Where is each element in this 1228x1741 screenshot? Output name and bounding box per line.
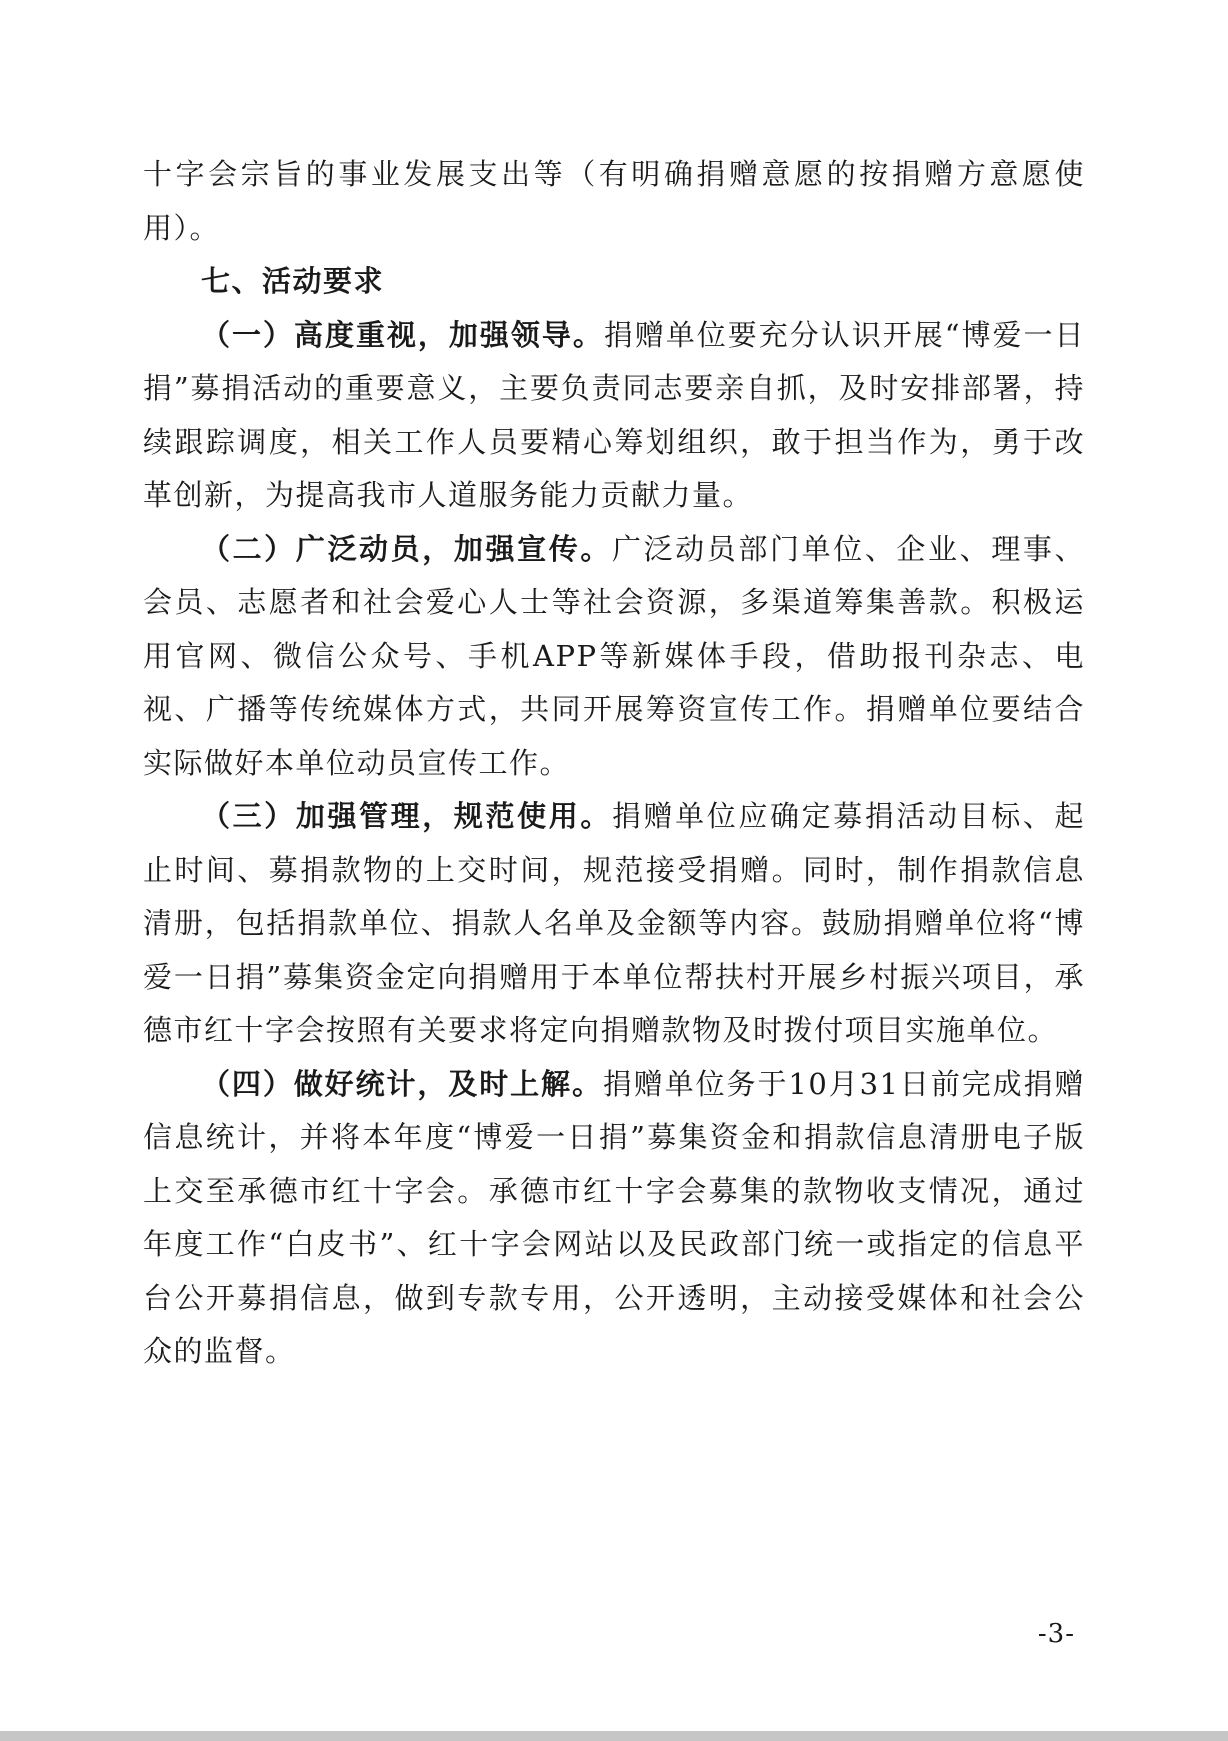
section-paragraph-3 — [143, 790, 1085, 1058]
section-paragraph-4 — [143, 1058, 1085, 1379]
section-body-4: 捐赠单位务于10月31日前完成捐赠信息统计，并将本年度“博爱一日捐”募集资金和捐款信息清册电子版上交至承德市红十字会。承德市红十字会募集的款物收支情况，通过年度工作“白皮书”、红十字会网站以及民政部门统一或指定的信息平台公开募捐信息，做到专款专用，公开透明，主动接受媒体和社会公众的监督。 — [143, 1066, 1085, 1368]
document-body — [143, 148, 1085, 1379]
page-number: -3- — [1037, 1619, 1075, 1649]
section-title-2: （二）广泛动员，加强宣传。 — [201, 531, 612, 566]
section-paragraph-2 — [143, 523, 1085, 791]
section-title-3: （三）加强管理，规范使用。 — [201, 799, 612, 833]
section-heading: 七、活动要求 — [201, 264, 385, 298]
section-title-1: （一）高度重视，加强领导。 — [201, 317, 604, 352]
section-paragraph-1 — [143, 309, 1085, 523]
section-body-2: 广泛动员部门单位、企业、理事、会员、志愿者和社会爱心人士等社会资源，多渠道筹集善款。积极运用官网、微信公众号、手机APP等新媒体手段，借助报刊杂志、电视、广播等传统媒体方式，共同开展筹资宣传工作。捐赠单位要结合实际做好本单位动员宣传工作。 — [143, 531, 1085, 780]
intro-continuation: 十字会宗旨的事业发展支出等（有明确捐赠意愿的按捐赠方意愿使用）。 — [143, 157, 1085, 245]
viewer-bottom-bar — [0, 1731, 1228, 1741]
section-body-3: 捐赠单位应确定募捐活动目标、起止时间、募捐款物的上交时间，规范接受捐赠。同时，制作捐款信息清册，包括捐款单位、捐款人名单及金额等内容。鼓励捐赠单位将“博爱一日捐”募集资金定向捐赠用于本单位帮扶村开展乡村振兴项目，承德市红十字会按照有关要求将定向捐赠款物及时拨付项目实施单位。 — [143, 799, 1085, 1047]
section-title-4: （四）做好统计，及时上解。 — [201, 1066, 603, 1101]
section-body-1: 捐赠单位要充分认识开展“博爱一日捐”募捐活动的重要意义，主要负责同志要亲自抓，及时安排部署，持续跟踪调度，相关工作人员要精心筹划组织，敢于担当作为，勇于改革创新，为提高我市人道服务能力贡献力量。 — [143, 317, 1085, 512]
